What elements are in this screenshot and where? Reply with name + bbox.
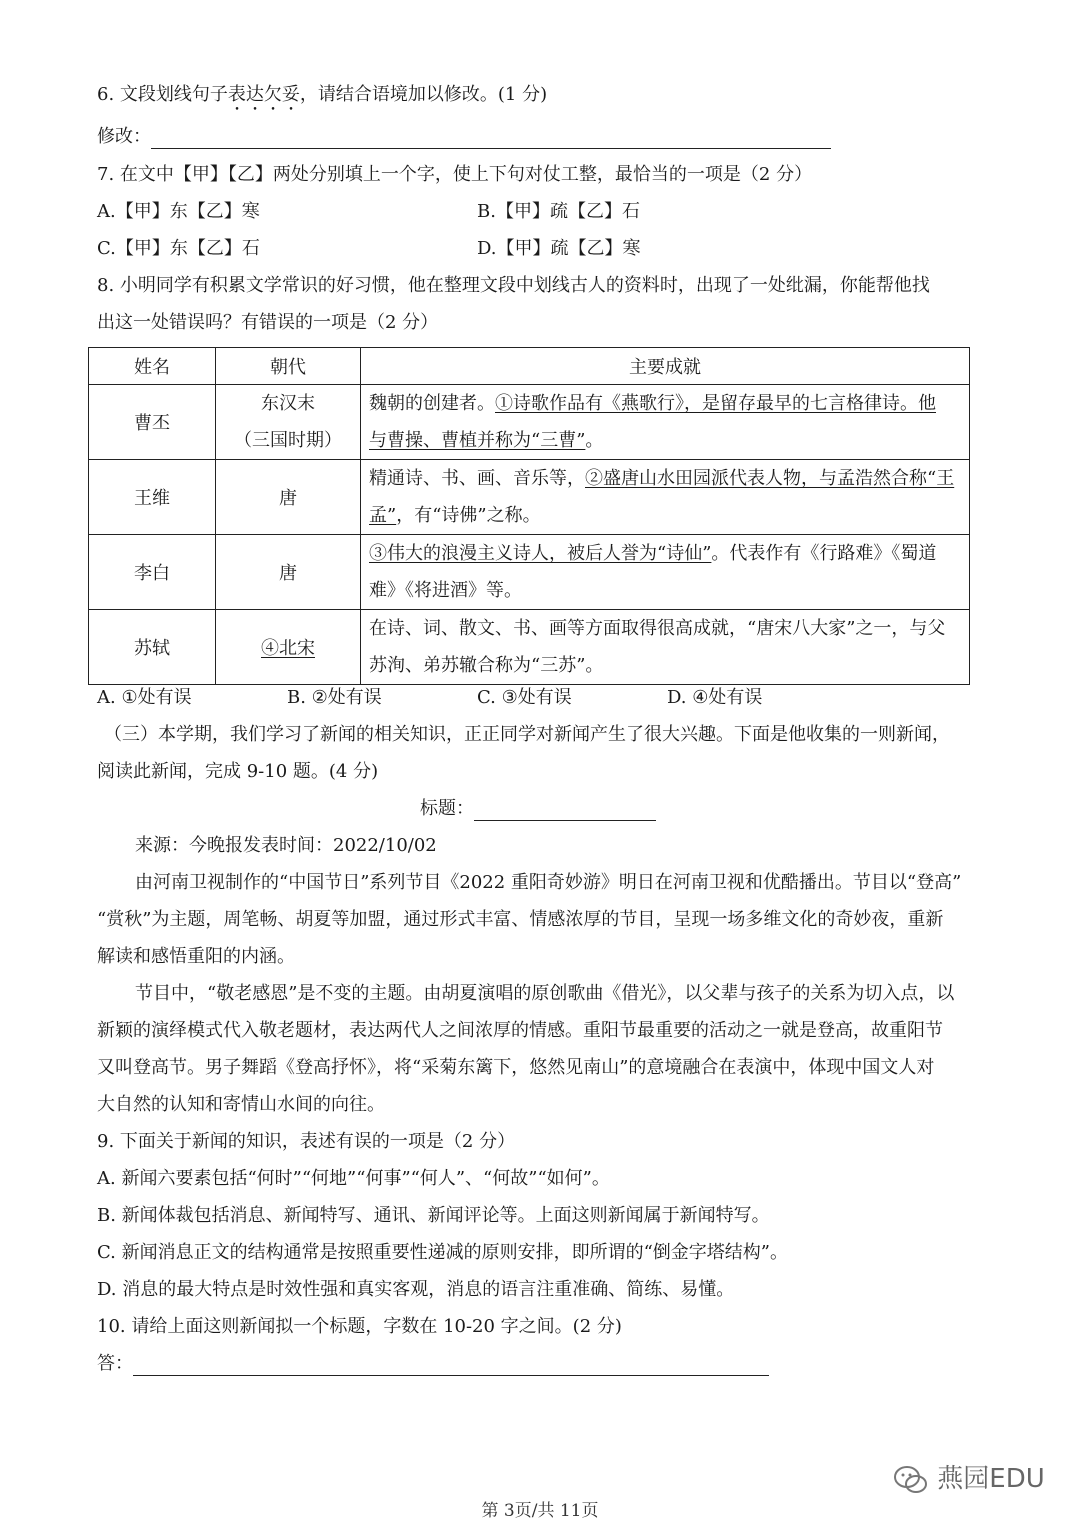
table-row: [89, 610, 970, 685]
news-p1-line2: “赏秋”为主题，周笔畅、胡夏等加盟，通过形式丰富、情感浓厚的节目，呈现一场多维文化的奇妙夜，重新: [97, 909, 944, 930]
q10-answer-line: 答：: [97, 1352, 769, 1376]
cell-dynasty: 唐: [216, 460, 361, 535]
cell-name: 李白: [89, 535, 216, 610]
header-name: 姓名: [89, 348, 216, 385]
cell-dynasty: ④北宋: [216, 610, 361, 685]
page-footer: 第 3页/共 11页: [481, 1501, 599, 1521]
table-header-row: [89, 348, 970, 385]
cell-achievement: ③伟大的浪漫主义诗人，被后人誉为“诗仙”。代表作有《行路难》《蜀道 难》《将进酒》等。: [361, 535, 970, 610]
cell-achievement: 精通诗、书、画、音乐等，②盛唐山水田园派代表人物，与孟浩然合称“王 孟”，有“诗佛”之称。: [361, 460, 970, 535]
q9-stem: 9. 下面关于新闻的知识，表述有误的一项是（2 分）: [97, 1131, 516, 1152]
q6-answer-line: 修改：: [97, 125, 831, 149]
q6-stem: 6. 文段划线句子表达欠妥，请结合语境加以修改。(1 分): [97, 84, 548, 105]
news-p1-line1: 由河南卫视制作的“中国节日”系列节目《2022 重阳奇妙游》明日在河南卫视和优酷播出。节目以“登高”: [135, 872, 962, 893]
cell-dynasty: 东汉末 （三国时期）: [216, 385, 361, 460]
q10-answer-blank[interactable]: [133, 1355, 769, 1376]
q7-option-a[interactable]: A.【甲】东【乙】寒: [97, 201, 260, 222]
q10-stem: 10. 请给上面这则新闻拟一个标题，字数在 10-20 字之间。(2 分): [97, 1316, 622, 1337]
cell-name: 苏轼: [89, 610, 216, 685]
q7-option-b[interactable]: B.【甲】疏【乙】石: [477, 201, 640, 222]
cell-dynasty: 唐: [216, 535, 361, 610]
section3-intro-line1: （三）本学期，我们学习了新闻的相关知识，正正同学对新闻产生了很大兴趣。下面是他收集的一则新闻，: [104, 724, 950, 745]
q6-answer-blank[interactable]: [151, 128, 831, 149]
q9-option-a[interactable]: A. 新闻六要素包括“何时”“何地”“何事”“何人”、“何故”“如何”。: [97, 1168, 610, 1189]
table-row: [89, 460, 970, 535]
q8-stem-line2: 出这一处错误吗？有错误的一项是（2 分）: [97, 312, 439, 333]
news-title-line: 标题：: [420, 797, 656, 821]
q9-option-b[interactable]: B. 新闻体裁包括消息、新闻特写、通讯、新闻评论等。上面这则新闻属于新闻特写。: [97, 1205, 770, 1226]
q8-option-c[interactable]: C. ③处有误: [477, 687, 572, 708]
news-source: 来源：今晚报发表时间：2022/10/02: [135, 835, 437, 856]
q9-option-c[interactable]: C. 新闻消息正文的结构通常是按照重要性递减的原则安排，即所谓的“倒金字塔结构”。: [97, 1242, 788, 1263]
wechat-icon: [893, 1465, 929, 1495]
cell-achievement: 在诗、词、散文、书、画等方面取得很高成就，“唐宋八大家”之一，与父 苏洵、弟苏辙合称为“三苏”。: [361, 610, 970, 685]
cell-achievement: 魏朝的创建者。①诗歌作品有《燕歌行》，是留存最早的七言格律诗。他 与曹操、曹植并称为“三曹”。: [361, 385, 970, 460]
q8-stem-line1: 8. 小明同学有积累文学常识的好习惯，他在整理文段中划线古人的资料时，出现了一处纰漏，你能帮他找: [97, 275, 930, 296]
q8-option-d[interactable]: D. ④处有误: [667, 687, 763, 708]
news-p1-line3: 解读和感悟重阳的内涵。: [97, 946, 295, 967]
q7-option-d[interactable]: D.【甲】疏【乙】寒: [477, 238, 641, 259]
q8-option-a[interactable]: A. ①处有误: [97, 687, 192, 708]
table-row: [89, 535, 970, 610]
cell-name: 王维: [89, 460, 216, 535]
news-p2-line3: 又叫登高节。男子舞蹈《登高抒怀》，将“采菊东篱下，悠然见南山”的意境融合在表演中，体现中国文人对: [97, 1057, 935, 1078]
q7-stem: 7. 在文中【甲】【乙】两处分别填上一个字，使上下句对仗工整，最恰当的一项是（2 分）: [97, 164, 813, 185]
news-p2-line4: 大自然的认知和寄情山水间的向往。: [97, 1094, 385, 1115]
literature-table: [88, 347, 970, 685]
news-p2-line1: 节目中，“敬老感恩”是不变的主题。由胡夏演唱的原创歌曲《借光》，以父辈与孩子的关系为切入点，以: [135, 983, 955, 1004]
header-achievement: 主要成就: [361, 348, 970, 385]
cell-name: 曹丕: [89, 385, 216, 460]
watermark: 燕园EDU: [893, 1458, 1045, 1495]
news-title-blank[interactable]: [474, 800, 656, 821]
section3-intro-line2: 阅读此新闻，完成 9-10 题。(4 分): [97, 761, 379, 782]
header-dynasty: 朝代: [216, 348, 361, 385]
news-p2-line2: 新颖的演绎模式代入敬老题材，表达两代人之间浓厚的情感。重阳节最重要的活动之一就是登高，故重阳节: [97, 1020, 943, 1041]
q9-option-d[interactable]: D. 消息的最大特点是时效性强和真实客观，消息的语言注重准确、简练、易懂。: [97, 1279, 735, 1300]
q8-option-b[interactable]: B. ②处有误: [287, 687, 382, 708]
q7-option-c[interactable]: C.【甲】东【乙】石: [97, 238, 260, 259]
table-row: [89, 385, 970, 460]
